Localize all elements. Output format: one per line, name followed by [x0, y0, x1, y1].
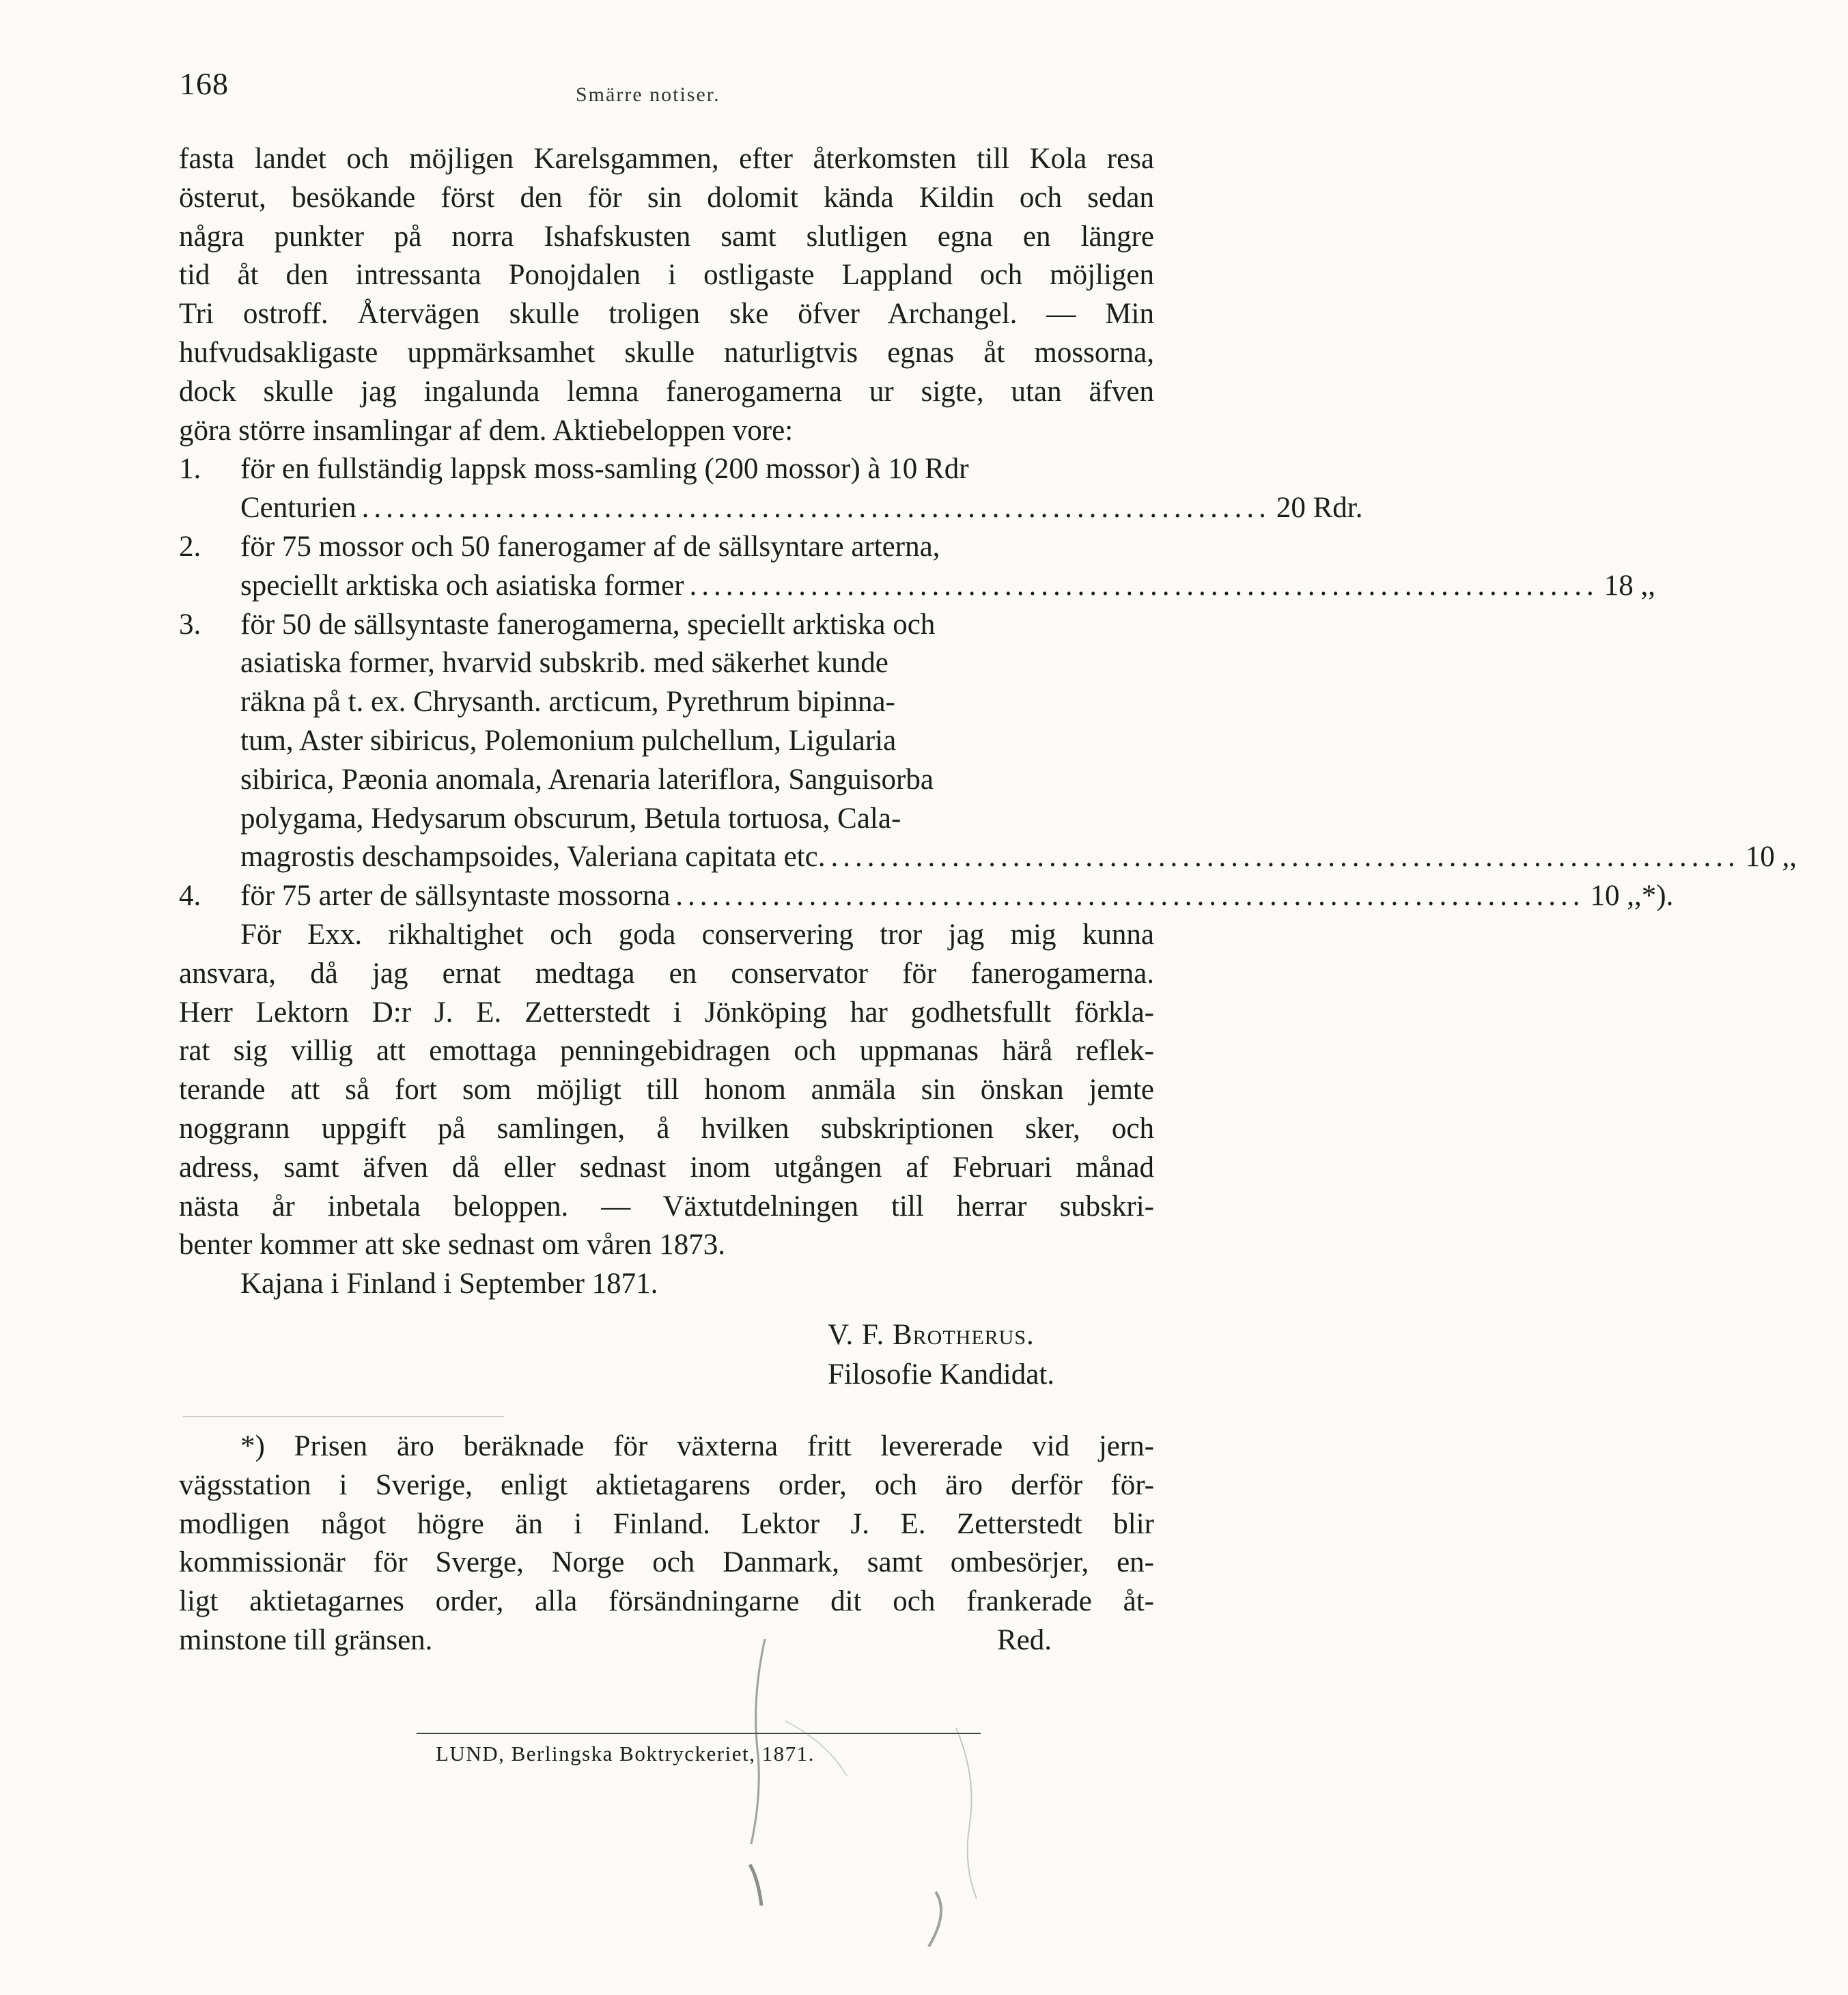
- item-text: polygama, Hedysarum obscurum, Betula tortuosa, Cala-: [240, 802, 901, 835]
- list-item-total: [179, 877, 1674, 916]
- text-line: nästa år inbetala beloppen. — Växtutdelningen till herrar subskri-: [179, 1190, 1154, 1223]
- leader-dots: ...........................................................................: [830, 841, 1740, 874]
- text-line: tid åt den intressanta Ponojdalen i ostligaste Lappland och möjligen: [179, 259, 1154, 292]
- text-line: dock skulle jag ingalunda lemna fanerogamerna ur sigte, utan äfven: [179, 375, 1154, 408]
- printer-imprint: LUND, Berlingska Boktryckeriet, 1871.: [436, 1742, 815, 1766]
- text-line: göra större insamlingar af dem. Aktiebeloppen vore:: [179, 414, 794, 447]
- footnote-line: minstone till gränsen.: [179, 1623, 433, 1656]
- signature-name: V. F. Brotherus.: [828, 1319, 1035, 1351]
- leader-dots: ...........................................................................: [675, 880, 1585, 912]
- footnote-line: vägsstation i Sverige, enligt aktietagarens order, och äro derför för-: [179, 1468, 1154, 1501]
- footnote: [179, 1427, 1154, 1660]
- dateline: Kajana i Finland i September 1871.: [240, 1268, 658, 1300]
- leader-dots: ...........................................................................: [361, 492, 1271, 525]
- list-item: [179, 528, 1154, 567]
- text-line: österut, besökande först den för sin dolomit kända Kildin och sedan: [179, 181, 1154, 214]
- text-line: terande att så fort som möjligt till honom anmäla sin önskan jemte: [179, 1074, 1154, 1106]
- text-line: rat sig villig att emottaga penningebidragen och uppmanas härå reflek-: [179, 1035, 1154, 1068]
- item-number: 2.: [179, 530, 201, 563]
- list-item: [179, 606, 1154, 645]
- page-number: 168: [180, 66, 229, 101]
- item-text: för 75 mossor och 50 fanerogamer af de sällsyntare arterna,: [240, 530, 940, 563]
- item-text: Centurien: [240, 492, 356, 525]
- item-text: för en fullständig lappsk moss-samling (200 mossor) à 10 Rdr: [240, 453, 969, 486]
- item-price: 10 ,,: [1745, 841, 1797, 874]
- text-line: fasta landet och möjligen Karelsgammen, efter återkomsten till Kola resa: [179, 143, 1154, 175]
- item-text: tum, Aster sibiricus, Polemonium pulchellum, Ligularia: [240, 724, 897, 757]
- footnote-line: modligen något högre än i Finland. Lektor J. E. Zetterstedt blir: [179, 1507, 1154, 1540]
- item-price: 18 ,,: [1604, 569, 1656, 602]
- item-text: för 50 de sällsyntaste fanerogamerna, speciellt arktiska och: [240, 608, 936, 641]
- list-item-total: [179, 838, 1797, 877]
- text-line: Herr Lektorn D:r J. E. Zetterstedt i Jönköping har godhetsfullt förkla-: [179, 996, 1154, 1029]
- text-line: benter kommer att ske sednast om våren 1873.: [179, 1229, 726, 1261]
- text-line: några punkter på norra Ishafskusten samt slutligen egna en längre: [179, 220, 1154, 253]
- item-number: 4.: [179, 880, 201, 912]
- text-line: För Exx. rikhaltighet och goda conservering tror jag mig kunna: [240, 918, 1154, 951]
- item-price: 10 ,,*).: [1590, 880, 1674, 912]
- list-item-total: [179, 489, 1363, 528]
- item-text: sibirica, Pæonia anomala, Arenaria lateriflora, Sanguisorba: [240, 763, 934, 796]
- editor-mark: Red.: [996, 1623, 1052, 1656]
- text-line: noggrann uppgift på samlingen, å hvilken subskriptionen sker, och: [179, 1112, 1154, 1145]
- item-price: 20 Rdr.: [1276, 492, 1363, 525]
- text-line: hufvudsakligaste uppmärksamhet skulle naturligtvis egnas åt mossorna,: [179, 336, 1154, 369]
- footnote-line: ligt aktietagarnes order, alla försändningarne dit och frankerade åt-: [179, 1585, 1154, 1618]
- leader-dots: ...........................................................................: [689, 569, 1599, 602]
- main-text: [179, 140, 1797, 1304]
- item-text: räkna på t. ex. Chrysanth. arcticum, Pyrethrum bipinna-: [240, 686, 895, 719]
- item-number: 3.: [179, 608, 201, 641]
- item-text: för 75 arter de sällsyntaste mossorna: [240, 880, 671, 912]
- text-line: adress, samt äfven då eller sednast inom utgången af Februari månad: [179, 1151, 1154, 1184]
- list-item-total: [179, 567, 1656, 606]
- text-line: Tri ostroff. Återvägen skulle troligen ske öfver Archangel. — Min: [179, 298, 1154, 331]
- item-text: magrostis deschampsoides, Valeriana capitata etc.: [240, 841, 826, 874]
- footnote-line: kommissionär för Sverge, Norge och Danmark, samt ombesörjer, en-: [179, 1546, 1154, 1579]
- footnote-last-line: [179, 1621, 1154, 1660]
- text-line: ansvara, då jag ernat medtaga en conservator för fanerogamerna.: [179, 957, 1154, 990]
- footnote-line: *) Prisen äro beräknade för växterna fritt levererade vid jern-: [240, 1430, 1154, 1462]
- item-text: asiatiska former, hvarvid subskrib. med säkerhet kunde: [240, 647, 888, 680]
- running-head: Smärre notiser.: [576, 83, 720, 106]
- signature-title: Filosofie Kandidat.: [828, 1358, 1055, 1391]
- item-number: 1.: [179, 453, 201, 486]
- item-text: speciellt arktiska och asiatiska former: [240, 569, 684, 602]
- list-item: [179, 450, 1154, 489]
- ink-blot-mark: [710, 1619, 997, 1974]
